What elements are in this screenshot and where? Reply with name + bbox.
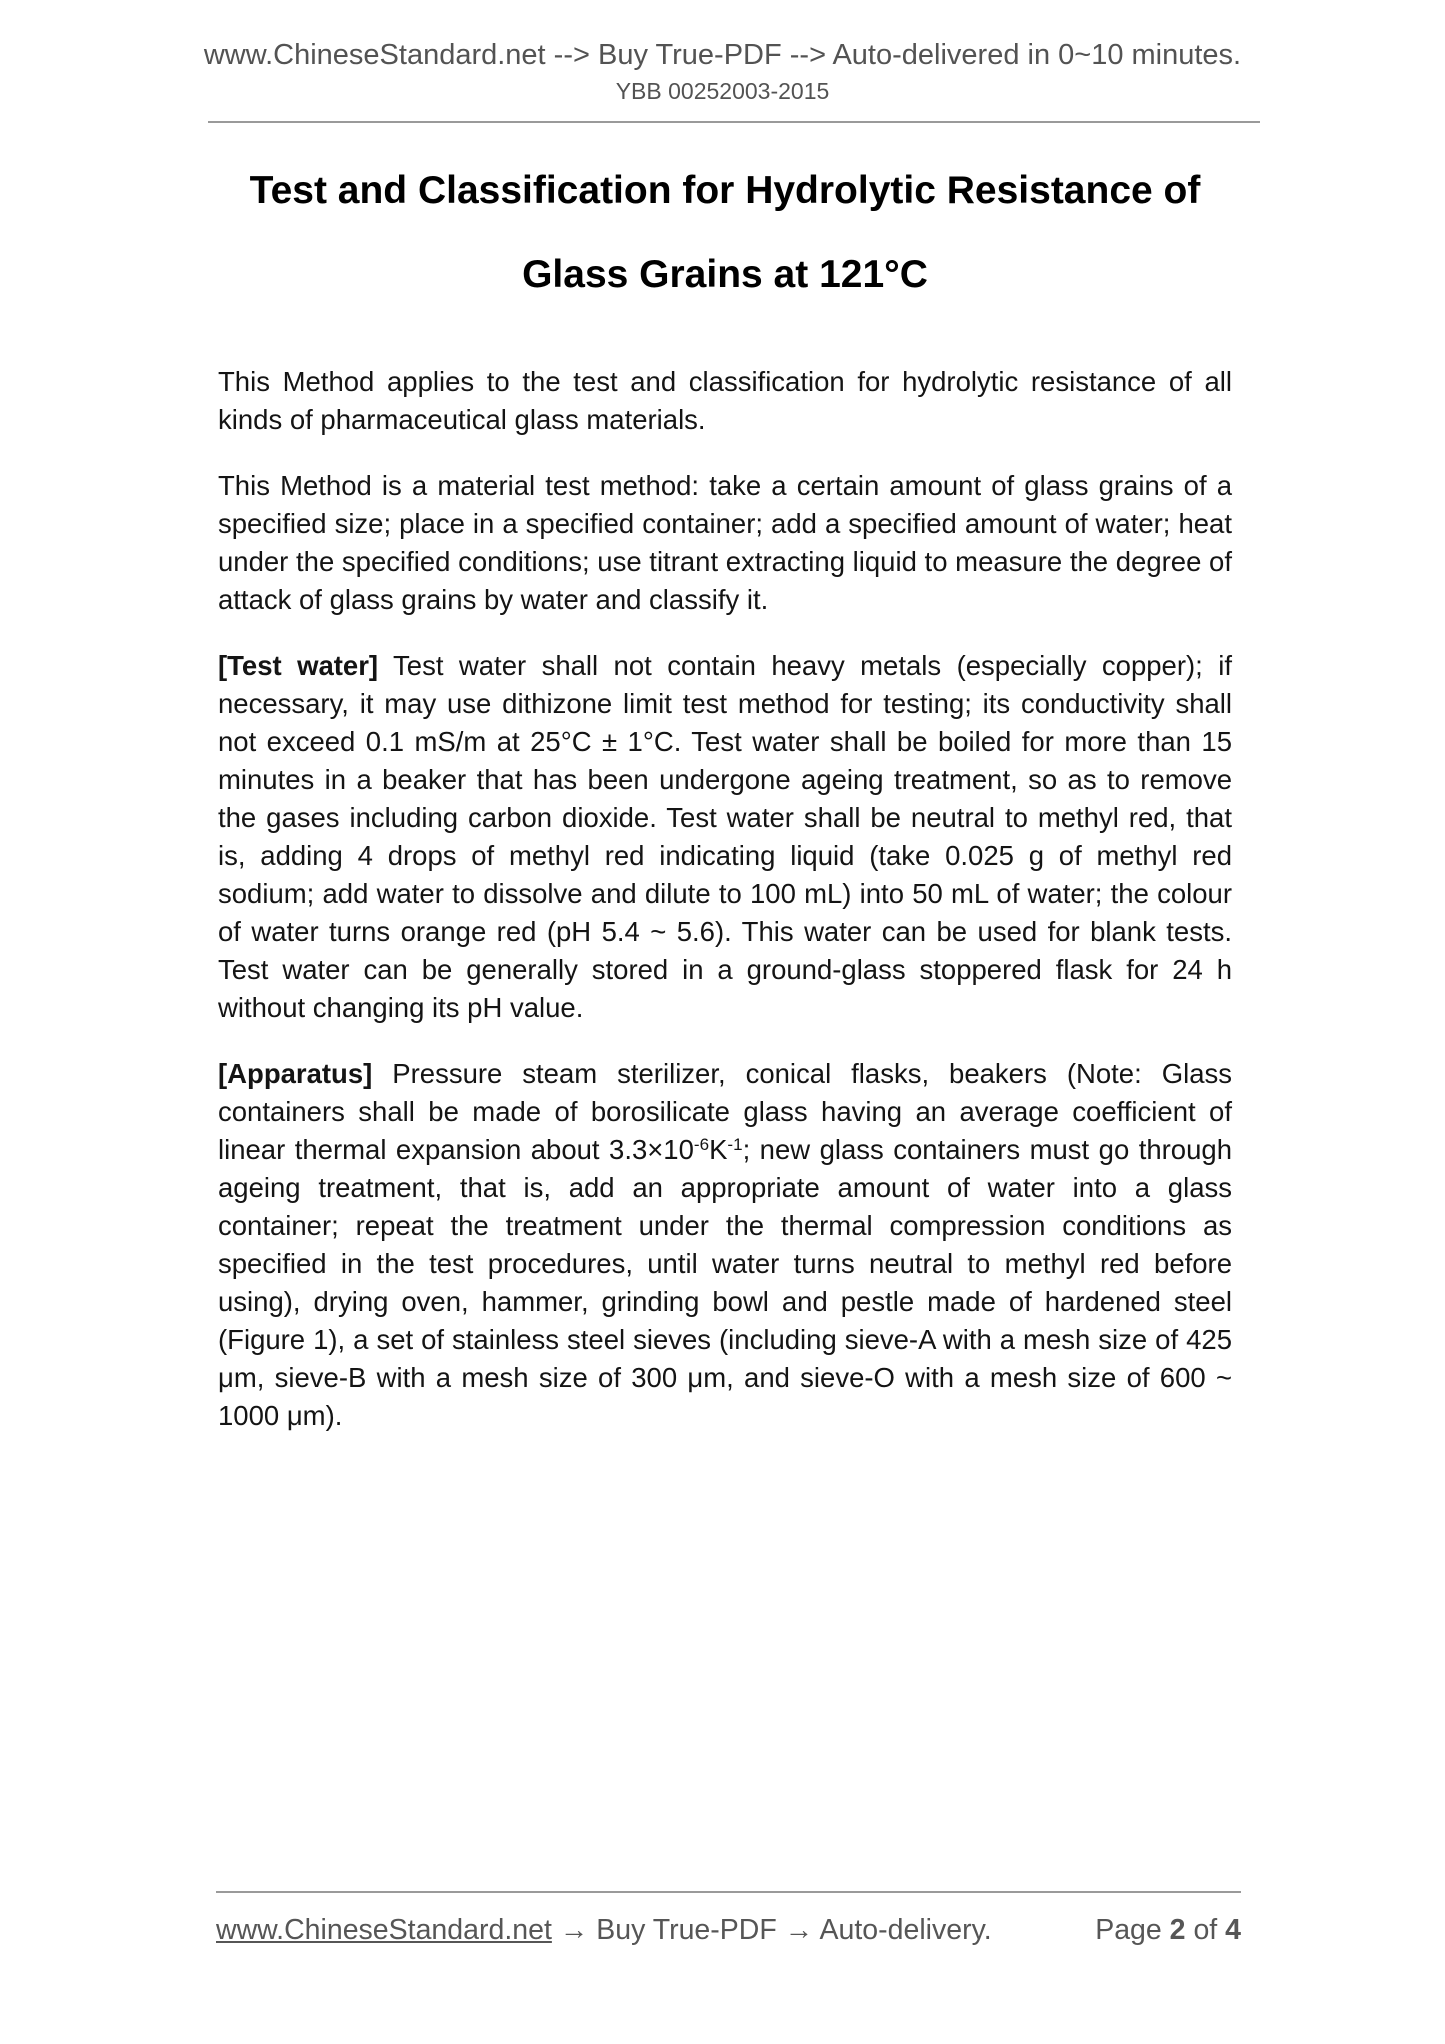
paragraph: [Test water] Test water shall not contain heavy metals (especially copper); if necessary, it may use dithizone limit test method for testing; its conductivity shall not exceed 0.1 mS/m at 25°C ± 1°C. Test water shall be boiled for more than 15 minutes in a beaker that has been undergone ageing treatment, so as to remove the gases including carbon dioxide. Test water shall be neutral to methyl red, that is, adding 4 drops of methyl red indicating liquid (take 0.025 g of methyl red sodium; add water to dissolve and dilute to 100 mL) into 50 mL of water; the colour of water turns orange red (pH 5.4 ~ 5.6). This water can be used for blank tests. Test water can be generally stored in a ground-glass stoppered flask for 24 h without changing its pH value. <box>218 650 1232 1023</box>
paragraph: This Method applies to the test and classification for hydrolytic resistance of all kinds of pharmaceutical glass materials. <box>218 366 1232 435</box>
header-promo-text: www.ChineseStandard.net --> Buy True-PDF --> Auto-delivered in 0~10 minutes. <box>203 39 1242 71</box>
paragraph: [Apparatus] Pressure steam sterilizer, conical flasks, beakers (Note: Glass containers shall be made of borosilicate glass having an average coefficient of linear thermal expansion about $3.3\times 10^{-6}K^{-1}$; new glass containers must go through ageing treatment, that is, add an appropriate amount of water into a glass container; repeat the treatment under the thermal compression conditions as specified in the test procedures, until water turns neutral to methyl red before using), drying oven, hammer, grinding bowl and pestle made of hardened steel (Figure 1), a set of stainless steel sieves (including sieve-A with a mesh size of 425 μm, sieve-B with a mesh size of 300 μm, and sieve-O with a mesh size of 600 ~ 1000 μm). <box>218 1058 1232 1431</box>
page-total-number: 4 <box>1225 1914 1241 1946</box>
page-indicator-of: of <box>1185 1914 1226 1946</box>
header-divider <box>208 121 1260 123</box>
document-title <box>218 149 1232 317</box>
page-current-number: 2 <box>1169 1914 1186 1946</box>
header-standard-number: YBB 00252003-2015 <box>615 78 830 104</box>
footer-promo-tail: → Buy True-PDF → Auto-delivery. <box>551 1914 992 1946</box>
document-body <box>218 363 1232 1435</box>
page-indicator <box>1095 1913 1241 1947</box>
document-title-line1: Test and Classification for Hydrolytic Resistance of <box>249 169 1201 212</box>
footer-promo <box>216 1913 992 1947</box>
footer <box>216 1891 1241 1947</box>
page-indicator-label: Page <box>1095 1914 1170 1946</box>
footer-website-link[interactable]: www.ChineseStandard.net <box>216 1914 552 1946</box>
document-title-line2: Glass Grains at 121°C <box>522 253 928 296</box>
paragraph: This Method is a material test method: take a certain amount of glass grains of a specified size; place in a specified container; add a specified amount of water; heat under the specified conditions; use titrant extracting liquid to measure the degree of attack of glass grains by water and classify it. <box>218 470 1232 615</box>
